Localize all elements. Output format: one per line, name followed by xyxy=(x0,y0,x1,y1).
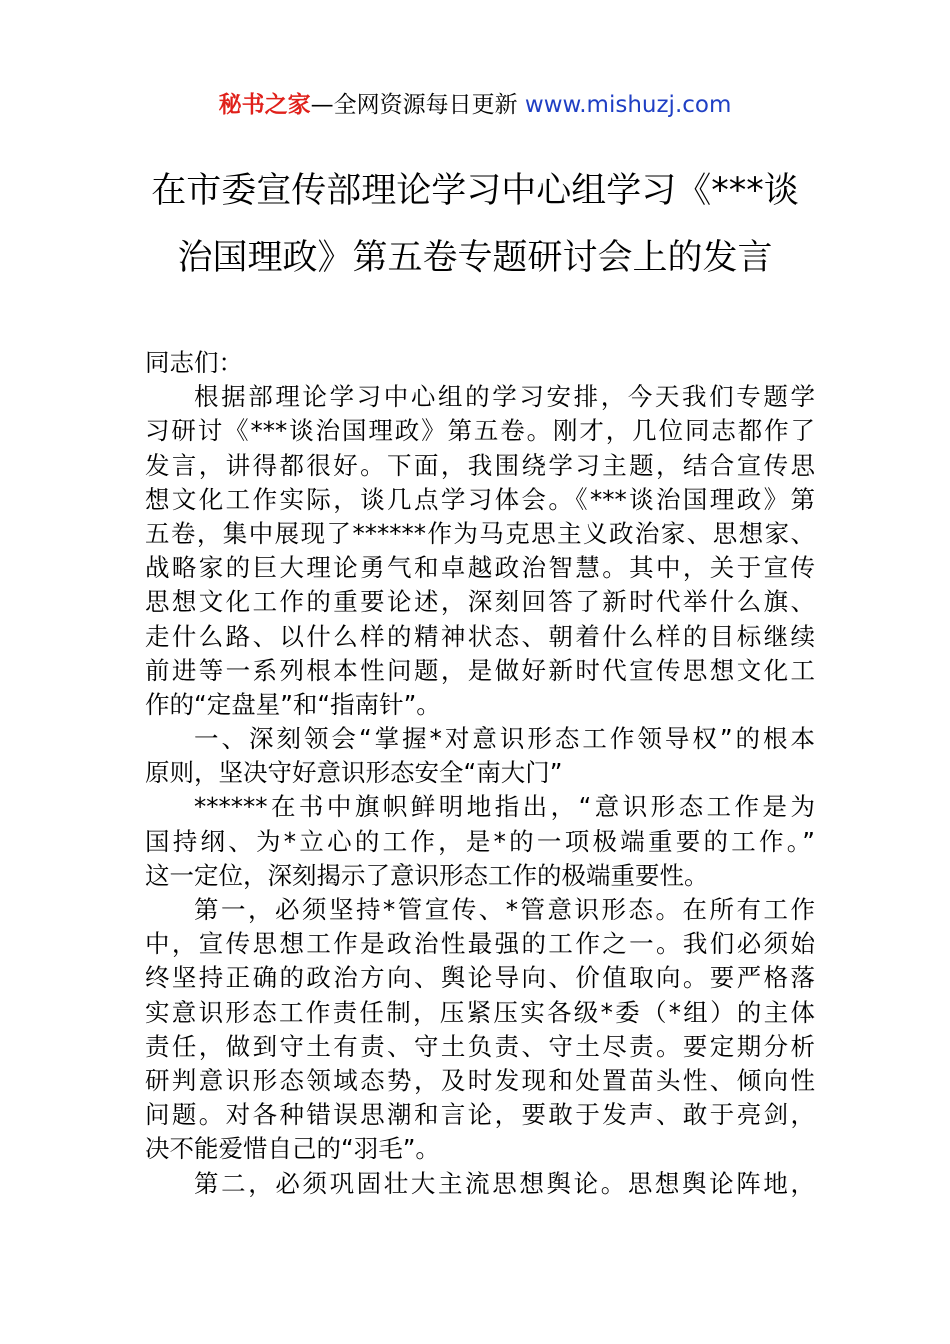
body-text-line: 一、深刻领会“掌握*对意识形态工作领导权”的根本 xyxy=(194,724,815,754)
body-text-line: 前进等一系列根本性问题，是做好新时代宣传思想文化工 xyxy=(145,655,815,685)
body-text-line: 走什么路、以什么样的精神状态、朝着什么样的目标继续 xyxy=(145,621,815,651)
document-title-line-1: 在市委宣传部理论学习中心组学习《***谈 xyxy=(151,171,799,211)
document-title-line-2: 治国理政》第五卷专题研讨会上的发言 xyxy=(177,238,773,278)
document-title xyxy=(100,158,850,292)
body-text-line: 五卷，集中展现了******作为马克思主义政治家、思想家、 xyxy=(145,518,815,548)
body-text-line: 原则，坚决守好意识形态安全“南大门” xyxy=(145,758,563,788)
body-text-line: 研判意识形态领域态势，及时发现和处置苗头性、倾向性 xyxy=(145,1065,815,1095)
body-text-line: 发言，讲得都很好。下面，我围绕学习主题，结合宣传思 xyxy=(145,450,815,480)
body-text-line: 第二，必须巩固壮大主流思想舆论。思想舆论阵地， xyxy=(194,1168,815,1198)
body-text-line: ******在书中旗帜鲜明地指出，“意识形态工作是为 xyxy=(194,792,815,822)
body-text-line: 思想文化工作的重要论述，深刻回答了新时代举什么旗、 xyxy=(145,587,815,617)
site-banner xyxy=(0,88,950,122)
salutation: 同志们： xyxy=(145,348,243,377)
body-text-line: 根据部理论学习中心组的学习安排，今天我们专题学 xyxy=(194,382,815,412)
body-text-line: 问题。对各种错误思潮和言论，要敢于发声、敢于亮剑， xyxy=(145,1100,815,1130)
body-text-line: 作的“定盘星”和“指南针”。 xyxy=(145,689,441,719)
body-text-line: 责任，做到守土有责、守土负责、守土尽责。要定期分析 xyxy=(145,1031,815,1061)
body-text-line: 终坚持正确的政治方向、舆论导向、价值取向。要严格落 xyxy=(145,963,815,993)
body-text-line: 战略家的巨大理论勇气和卓越政治智慧。其中，关于宣传 xyxy=(145,553,815,583)
document-body xyxy=(145,346,815,1201)
site-url-link[interactable]: www.mishuzj.com xyxy=(524,92,732,118)
site-tagline: —全网资源每日更新 xyxy=(310,92,525,118)
body-text-line: 第一，必须坚持*管宣传、*管意识形态。在所有工作 xyxy=(194,895,815,924)
body-text-line: 想文化工作实际，谈几点学习体会。《***谈治国理政》第 xyxy=(145,484,815,514)
body-text-line: 决不能爱惜自己的“羽毛”。 xyxy=(145,1134,440,1164)
body-text-line: 这一定位，深刻揭示了意识形态工作的极端重要性。 xyxy=(145,860,709,890)
body-text-line: 中，宣传思想工作是政治性最强的工作之一。我们必须始 xyxy=(145,929,815,959)
body-text-line: 实意识形态工作责任制，压紧压实各级*委（*组）的主体 xyxy=(145,997,815,1027)
site-brand-name: 秘书之家 xyxy=(218,92,311,118)
body-text-line: 习研讨《***谈治国理政》第五卷。刚才，几位同志都作了 xyxy=(145,416,815,446)
body-text-line: 国持纲、为*立心的工作，是*的一项极端重要的工作。” xyxy=(145,826,815,856)
